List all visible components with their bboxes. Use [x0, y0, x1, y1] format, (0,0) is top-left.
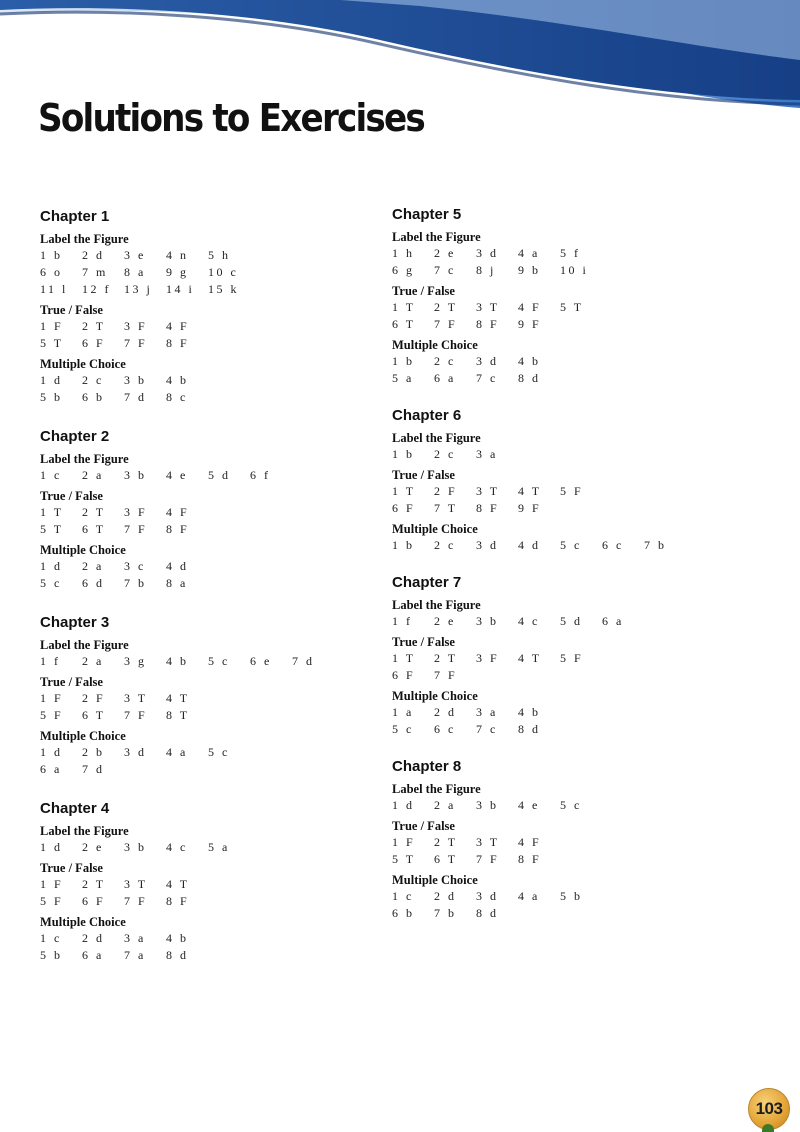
answer-item: 3 T [124, 691, 148, 705]
chapter-heading: Chapter 4 [40, 800, 110, 817]
answer-item: 3 c [124, 559, 146, 573]
answer-row [392, 316, 752, 333]
section-heading: Label the Figure [392, 431, 481, 445]
answer-item: 8 c [166, 390, 188, 404]
answer-item: 9 b [518, 263, 541, 277]
answer-item: 3 b [124, 373, 147, 387]
page-title: Solutions to Exercises [38, 96, 424, 140]
answer-row [40, 318, 400, 335]
answer-item: 9 F [518, 317, 542, 331]
chapter-heading: Chapter 3 [40, 614, 110, 631]
answer-item: 2 T [434, 835, 458, 849]
exercise-section [392, 431, 752, 463]
exercise-section [40, 824, 400, 856]
chapter-block [392, 407, 752, 554]
page-number: 103 [755, 1099, 783, 1118]
answer-item: 6 c [434, 722, 456, 736]
answer-item: 4 a [518, 246, 540, 260]
answer-item: 6 o [40, 265, 63, 279]
answer-item: 4 b [166, 654, 189, 668]
section-heading: True / False [40, 861, 103, 875]
answer-item: 4 b [166, 931, 189, 945]
answer-row [392, 537, 752, 554]
answer-item: 3 b [124, 840, 147, 854]
chapter-block [392, 206, 752, 387]
answer-item: 6 e [250, 654, 272, 668]
answer-row [40, 653, 400, 670]
answer-item: 8 d [166, 948, 189, 962]
exercise-section [392, 689, 752, 738]
answer-row [40, 521, 400, 538]
answer-item: 3 T [476, 835, 500, 849]
answer-item: 10 c [208, 265, 239, 279]
section-heading: Multiple Choice [40, 915, 126, 929]
answer-row [40, 893, 400, 910]
answer-row [40, 930, 400, 947]
answer-item: 5 d [208, 468, 231, 482]
section-heading: Multiple Choice [392, 522, 478, 536]
answer-row [40, 876, 400, 893]
answer-item: 6 a [602, 614, 624, 628]
answer-item: 2 e [82, 840, 104, 854]
exercise-section [40, 729, 400, 778]
answer-item: 5 c [560, 538, 582, 552]
answer-item: 4 T [518, 484, 542, 498]
section-heading: Label the Figure [392, 782, 481, 796]
answer-item: 6 a [434, 371, 456, 385]
answer-item: 1 b [392, 538, 415, 552]
answer-item: 3 d [476, 354, 499, 368]
answer-item: 5 h [208, 248, 231, 262]
answer-item: 5 F [560, 651, 584, 665]
exercise-section [40, 452, 400, 484]
answer-row [40, 744, 400, 761]
answer-item: 1 b [392, 447, 415, 461]
answer-item: 4 e [166, 468, 188, 482]
exercise-section [392, 598, 752, 630]
answer-item: 5 T [40, 522, 64, 536]
answer-item: 7 F [124, 708, 148, 722]
answer-item: 5 b [40, 948, 63, 962]
answer-item: 3 e [124, 248, 146, 262]
answer-item: 1 T [392, 484, 416, 498]
answer-item: 2 T [82, 319, 106, 333]
answer-item: 8 d [518, 371, 541, 385]
answer-item: 4 d [518, 538, 541, 552]
answer-item: 6 c [602, 538, 624, 552]
answer-row [40, 947, 400, 964]
answer-item: 1 F [392, 835, 416, 849]
answer-item: 9 F [518, 501, 542, 515]
answer-item: 7 d [82, 762, 105, 776]
answer-item: 7 c [476, 722, 498, 736]
answer-item: 7 F [434, 317, 458, 331]
answer-item: 4 T [166, 877, 190, 891]
answer-item: 1 F [40, 319, 64, 333]
answer-item: 7 F [124, 336, 148, 350]
section-heading: Label the Figure [40, 824, 129, 838]
answer-item: 4 b [166, 373, 189, 387]
exercise-section [40, 861, 400, 910]
section-heading: True / False [392, 468, 455, 482]
exercise-section [40, 232, 400, 298]
answer-item: 5 f [560, 246, 581, 260]
answer-row [40, 335, 400, 352]
answer-item: 2 e [434, 614, 456, 628]
answer-item: 2 e [434, 246, 456, 260]
answer-item: 8 F [166, 894, 190, 908]
chapter-heading: Chapter 5 [392, 206, 462, 223]
answer-row [40, 264, 400, 281]
answer-item: 5 c [208, 654, 230, 668]
answer-item: 6 T [392, 317, 416, 331]
section-heading: Multiple Choice [40, 729, 126, 743]
answer-row [40, 281, 400, 298]
chapter-heading: Chapter 1 [40, 208, 110, 225]
section-heading: Label the Figure [40, 638, 129, 652]
chapter-block [40, 208, 400, 406]
answer-item: 6 b [392, 906, 415, 920]
answer-item: 5 F [560, 484, 584, 498]
answer-item: 7 T [434, 501, 458, 515]
exercise-section [392, 284, 752, 333]
answer-row [40, 575, 400, 592]
chapter-heading: Chapter 2 [40, 428, 110, 445]
answer-row [40, 707, 400, 724]
answer-item: 5 c [560, 798, 582, 812]
answer-row [40, 504, 400, 521]
answer-item: 1 F [40, 877, 64, 891]
answer-item: 5 F [40, 894, 64, 908]
answer-item: 1 T [392, 651, 416, 665]
answer-row [40, 558, 400, 575]
answer-item: 4 F [166, 319, 190, 333]
answer-item: 1 F [40, 691, 64, 705]
answer-item: 11 l [40, 282, 68, 296]
answer-item: 7 c [476, 371, 498, 385]
answer-item: 2 c [434, 447, 456, 461]
answer-item: 15 k [208, 282, 239, 296]
answer-item: 1 T [392, 300, 416, 314]
answer-item: 7 b [644, 538, 667, 552]
answer-item: 5 b [40, 390, 63, 404]
answer-item: 13 j [124, 282, 153, 296]
section-heading: Label the Figure [392, 598, 481, 612]
answer-item: 4 n [166, 248, 189, 262]
answer-item: 2 a [82, 559, 104, 573]
answer-item: 2 T [82, 877, 106, 891]
answer-item: 3 b [476, 614, 499, 628]
answer-item: 4 T [166, 691, 190, 705]
answer-item: 6 T [82, 522, 106, 536]
answer-item: 8 F [166, 336, 190, 350]
exercise-section [40, 357, 400, 406]
answer-item: 7 b [124, 576, 147, 590]
answer-item: 7 F [124, 522, 148, 536]
chapter-block [392, 574, 752, 738]
answer-item: 2 b [82, 745, 105, 759]
answer-item: 5 a [392, 371, 414, 385]
exercise-section [392, 873, 752, 922]
answer-item: 6 d [82, 576, 105, 590]
answer-item: 6 f [250, 468, 271, 482]
answer-item: 5 T [40, 336, 64, 350]
answer-row [40, 247, 400, 264]
section-heading: Label the Figure [40, 452, 129, 466]
answer-item: 3 d [476, 246, 499, 260]
answer-item: 1 d [40, 559, 63, 573]
answer-item: 5 T [560, 300, 584, 314]
answer-row [392, 888, 752, 905]
answer-item: 6 T [434, 852, 458, 866]
answer-item: 12 f [82, 282, 111, 296]
answer-item: 5 c [40, 576, 62, 590]
answer-item: 7 b [434, 906, 457, 920]
answer-item: 2 c [82, 373, 104, 387]
answer-item: 3 a [476, 447, 498, 461]
answer-item: 1 h [392, 246, 415, 260]
answer-item: 4 e [518, 798, 540, 812]
answer-row [392, 834, 752, 851]
chapter-heading: Chapter 8 [392, 758, 462, 775]
exercise-section [392, 522, 752, 554]
answer-row [40, 372, 400, 389]
section-heading: Label the Figure [392, 230, 481, 244]
section-heading: True / False [392, 284, 455, 298]
answer-row [40, 467, 400, 484]
exercise-section [40, 489, 400, 538]
exercise-section [392, 782, 752, 814]
chapter-heading: Chapter 6 [392, 407, 462, 424]
chapter-block [40, 428, 400, 592]
answer-item: 5 b [560, 889, 583, 903]
answer-item: 2 F [82, 691, 106, 705]
left-column [40, 208, 400, 969]
answer-item: 3 T [124, 877, 148, 891]
answer-item: 6 F [392, 501, 416, 515]
answer-item: 3 a [124, 931, 146, 945]
exercise-section [392, 635, 752, 684]
answer-row [392, 650, 752, 667]
answer-item: 3 T [476, 484, 500, 498]
answer-item: 8 a [124, 265, 146, 279]
answer-item: 2 T [82, 505, 106, 519]
answer-item: 3 d [476, 538, 499, 552]
answer-item: 8 F [166, 522, 190, 536]
leaf-icon [762, 1124, 774, 1132]
answer-item: 2 T [434, 651, 458, 665]
answer-item: 8 T [166, 708, 190, 722]
answer-item: 1 d [40, 373, 63, 387]
answer-item: 1 c [40, 468, 62, 482]
chapter-block [392, 758, 752, 922]
answer-item: 3 a [476, 705, 498, 719]
section-heading: True / False [392, 635, 455, 649]
answer-item: 2 c [434, 538, 456, 552]
answer-item: 5 F [40, 708, 64, 722]
answer-row [392, 721, 752, 738]
answer-row [392, 667, 752, 684]
answer-item: 7 c [434, 263, 456, 277]
answer-item: 1 f [40, 654, 61, 668]
answer-item: 2 d [434, 889, 457, 903]
answer-item: 3 b [476, 798, 499, 812]
answer-item: 6 F [392, 668, 416, 682]
answer-item: 5 c [208, 745, 230, 759]
section-heading: Multiple Choice [40, 543, 126, 557]
exercise-section [40, 915, 400, 964]
answer-item: 3 d [476, 889, 499, 903]
answer-row [392, 613, 752, 630]
answer-item: 8 F [476, 317, 500, 331]
answer-item: 4 c [166, 840, 188, 854]
answer-item: 3 d [124, 745, 147, 759]
answer-item: 10 i [560, 263, 589, 277]
exercise-section [392, 819, 752, 868]
answer-row [392, 262, 752, 279]
answer-item: 3 T [476, 300, 500, 314]
answer-item: 2 d [434, 705, 457, 719]
answer-item: 6 a [82, 948, 104, 962]
section-heading: Multiple Choice [40, 357, 126, 371]
answer-item: 4 b [518, 354, 541, 368]
chapter-block [40, 614, 400, 778]
answer-item: 14 i [166, 282, 195, 296]
answer-item: 1 c [40, 931, 62, 945]
answer-item: 4 a [518, 889, 540, 903]
exercise-section [40, 303, 400, 352]
answer-row [392, 245, 752, 262]
answer-row [392, 500, 752, 517]
answer-item: 2 a [82, 654, 104, 668]
answer-row [392, 353, 752, 370]
answer-item: 2 a [434, 798, 456, 812]
answer-item: 7 F [476, 852, 500, 866]
answer-row [392, 483, 752, 500]
answer-row [392, 851, 752, 868]
answer-row [392, 299, 752, 316]
answer-item: 1 c [392, 889, 414, 903]
answer-item: 8 F [518, 852, 542, 866]
answer-item: 4 F [518, 300, 542, 314]
answer-item: 6 F [82, 894, 106, 908]
answer-item: 6 F [82, 336, 106, 350]
answer-row [40, 690, 400, 707]
answer-item: 7 d [124, 390, 147, 404]
answer-item: 3 F [124, 319, 148, 333]
section-heading: True / False [40, 675, 103, 689]
answer-row [392, 797, 752, 814]
exercise-section [392, 230, 752, 279]
answer-row [392, 704, 752, 721]
answer-item: 4 c [518, 614, 540, 628]
answer-item: 2 a [82, 468, 104, 482]
answer-item: 2 d [82, 248, 105, 262]
section-heading: Multiple Choice [392, 689, 478, 703]
answer-item: 6 b [82, 390, 105, 404]
answer-item: 4 T [518, 651, 542, 665]
answer-item: 9 g [166, 265, 189, 279]
answer-item: 8 a [166, 576, 188, 590]
answer-item: 2 d [82, 931, 105, 945]
answer-item: 2 T [434, 300, 458, 314]
answer-item: 1 b [40, 248, 63, 262]
answer-item: 3 b [124, 468, 147, 482]
answer-item: 4 d [166, 559, 189, 573]
chapter-block [40, 800, 400, 964]
answer-item: 4 a [166, 745, 188, 759]
section-heading: Multiple Choice [392, 873, 478, 887]
exercise-section [40, 543, 400, 592]
answer-row [40, 761, 400, 778]
answer-item: 7 a [124, 948, 146, 962]
answer-item: 8 j [476, 263, 496, 277]
answer-row [392, 370, 752, 387]
answer-item: 1 d [40, 840, 63, 854]
answer-row [392, 905, 752, 922]
answer-item: 3 F [124, 505, 148, 519]
answer-row [40, 839, 400, 856]
answer-item: 3 F [476, 651, 500, 665]
answer-item: 1 b [392, 354, 415, 368]
section-heading: True / False [392, 819, 455, 833]
answer-item: 1 T [40, 505, 64, 519]
exercise-section [40, 638, 400, 670]
section-heading: True / False [40, 489, 103, 503]
answer-item: 1 a [392, 705, 414, 719]
answer-item: 7 F [434, 668, 458, 682]
answer-item: 2 F [434, 484, 458, 498]
answer-item: 5 c [392, 722, 414, 736]
answer-item: 8 d [518, 722, 541, 736]
answer-item: 6 g [392, 263, 415, 277]
answer-item: 1 d [40, 745, 63, 759]
answer-item: 6 a [40, 762, 62, 776]
exercise-section [392, 338, 752, 387]
answer-item: 4 b [518, 705, 541, 719]
answer-item: 4 F [166, 505, 190, 519]
exercise-section [392, 468, 752, 517]
section-heading: Multiple Choice [392, 338, 478, 352]
answer-item: 5 a [208, 840, 230, 854]
answer-item: 5 d [560, 614, 583, 628]
answer-item: 7 d [292, 654, 315, 668]
answer-item: 8 F [476, 501, 500, 515]
answer-item: 2 c [434, 354, 456, 368]
answer-item: 4 F [518, 835, 542, 849]
section-heading: True / False [40, 303, 103, 317]
chapter-heading: Chapter 7 [392, 574, 462, 591]
section-heading: Label the Figure [40, 232, 129, 246]
answer-item: 7 m [82, 265, 108, 279]
answer-item: 6 T [82, 708, 106, 722]
answer-row [40, 389, 400, 406]
answer-item: 8 d [476, 906, 499, 920]
answer-item: 1 d [392, 798, 415, 812]
answer-item: 5 T [392, 852, 416, 866]
right-column [392, 206, 752, 927]
answer-item: 7 F [124, 894, 148, 908]
answer-item: 1 f [392, 614, 413, 628]
answer-item: 3 g [124, 654, 147, 668]
answer-row [392, 446, 752, 463]
exercise-section [40, 675, 400, 724]
